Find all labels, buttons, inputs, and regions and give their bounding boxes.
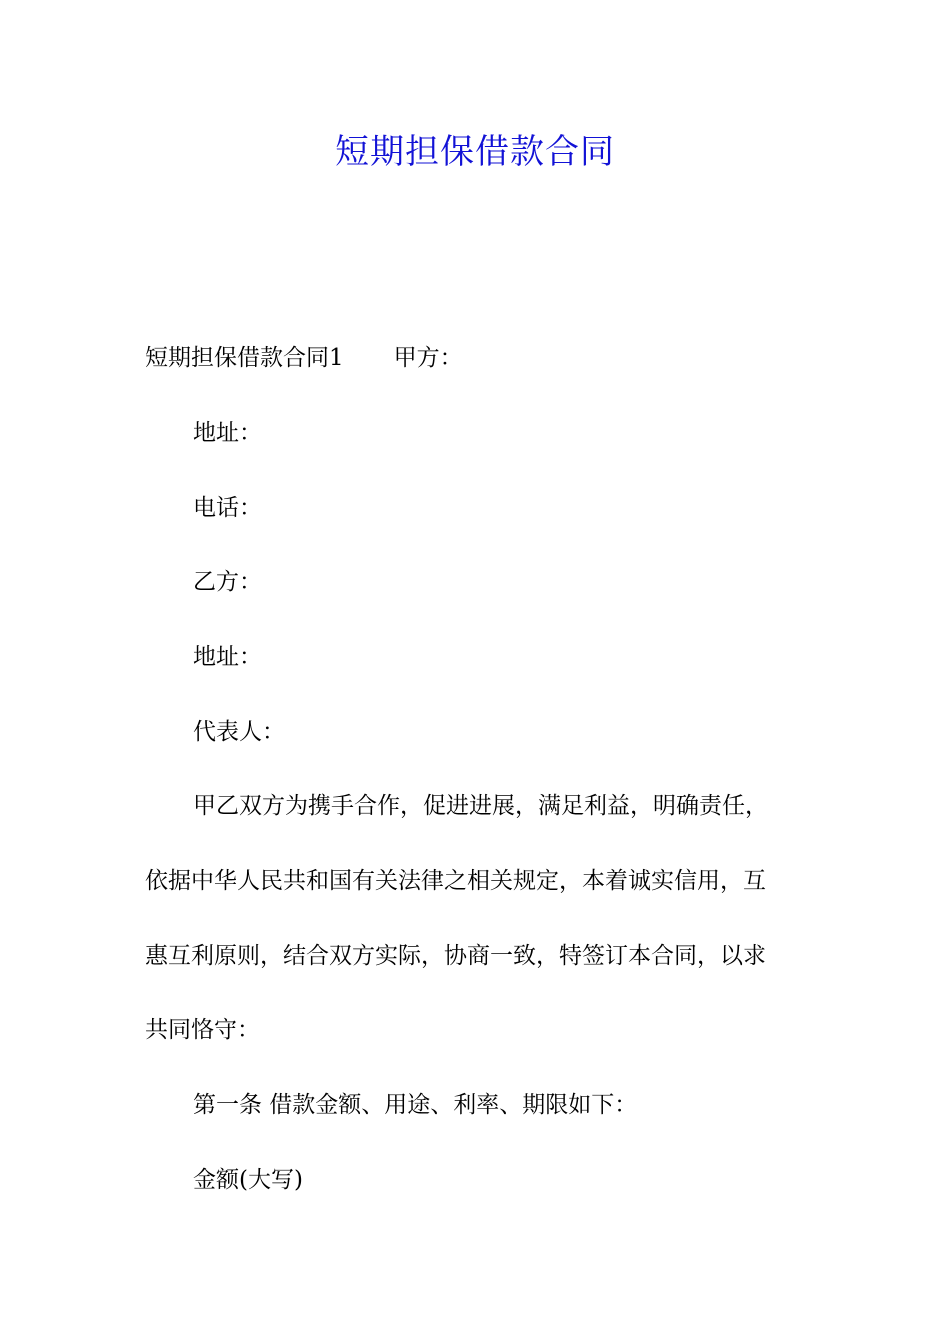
party-a-address-label: 地址：	[193, 420, 262, 446]
preamble-line-2: 依据中华人民共和国有关法律之相关规定，本着诚实信用，互	[145, 868, 766, 894]
party-b-address-label: 地址：	[193, 644, 262, 670]
representative-label: 代表人：	[193, 719, 285, 745]
party-b-label: 乙方：	[193, 569, 262, 595]
preamble-line-3: 惠互利原则，结合双方实际，协商一致，特签订本合同，以求	[145, 943, 766, 969]
preamble-line-4: 共同恪守：	[145, 1017, 260, 1043]
amount-label: 金额(大写)	[193, 1167, 303, 1193]
article-1-heading: 第一条 借款金额、用途、利率、期限如下：	[193, 1092, 638, 1118]
contract-heading: 短期担保借款合同1	[145, 345, 344, 371]
party-a-label: 甲方：	[393, 345, 463, 371]
preamble-line-1: 甲乙双方为携手合作，促进进展，满足利益，明确责任，	[193, 793, 768, 819]
party-a-phone-label: 电话：	[193, 495, 262, 521]
header-line	[145, 342, 810, 374]
document-title: 短期担保借款合同	[335, 132, 615, 172]
